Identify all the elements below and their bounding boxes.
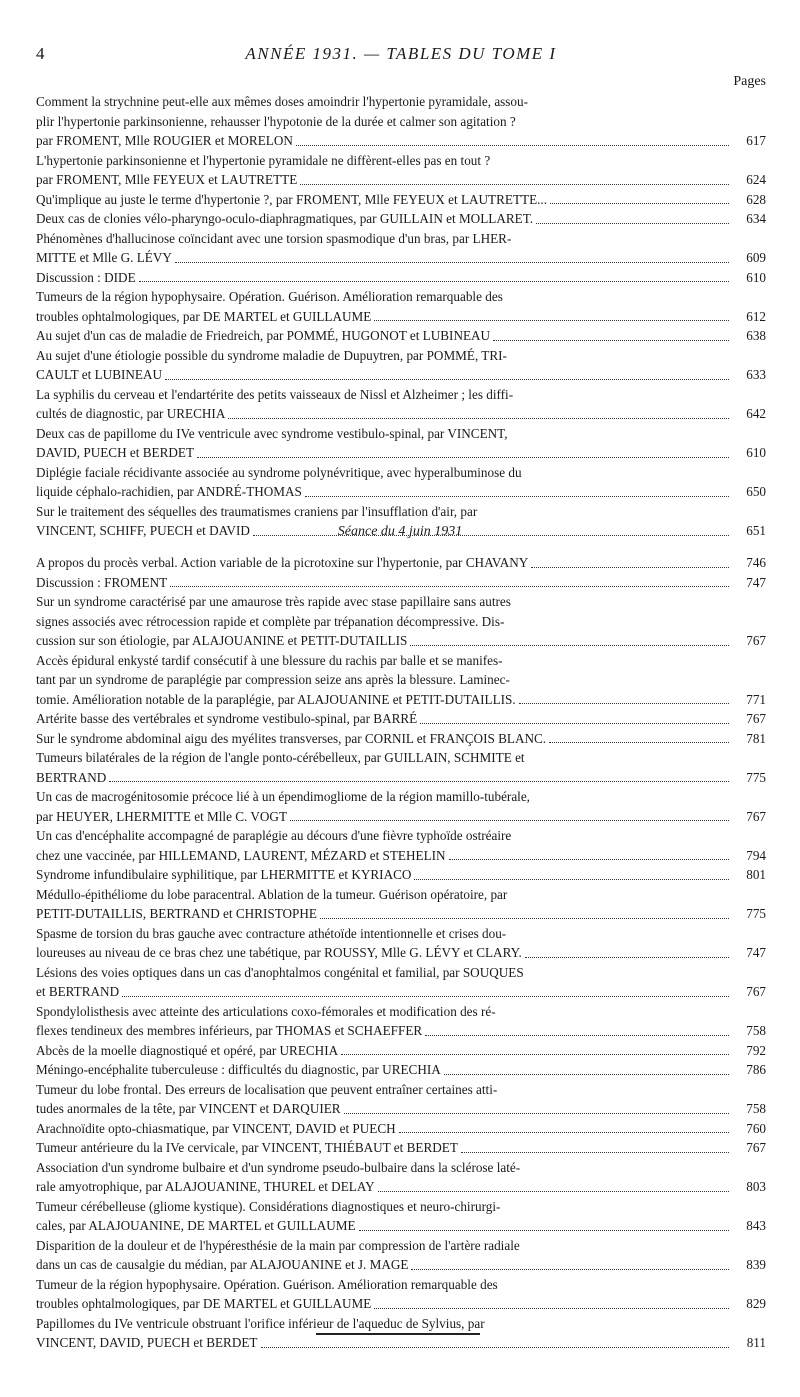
index-entry: [36, 190, 766, 210]
index-entries-part2: [36, 553, 766, 1353]
entry-last-line: [36, 690, 766, 710]
leader-dots: [175, 262, 729, 263]
entry-text-line: et BERTRAND: [36, 984, 120, 999]
entry-page-number: 758: [746, 1023, 766, 1038]
entry-last-line: [36, 248, 766, 268]
entry-last-line: [36, 1333, 766, 1353]
index-entry: [36, 1275, 766, 1314]
leader-dots: [410, 645, 729, 646]
index-entry: [36, 1060, 766, 1080]
leader-dots: [550, 203, 729, 204]
entry-text-line: Tumeur du lobe frontal. Des erreurs de localisation que peuvent entraîner certaines atti-: [36, 1081, 498, 1097]
entry-last-line: [36, 573, 766, 593]
index-entry: [36, 1080, 766, 1119]
entry-last-line: [36, 443, 766, 463]
entry-last-line: [36, 846, 766, 866]
entry-text-line: Discussion : DIDE: [36, 269, 136, 285]
entry-page-number: 624: [746, 172, 766, 187]
entry-text-line: VINCENT, SCHIFF, PUECH et DAVID: [36, 523, 250, 538]
entry-text-line: Sur un syndrome caractérisé par une amaurose très rapide avec stase papillaire sans autres: [36, 594, 511, 609]
index-entries-part1: [36, 92, 766, 541]
entry-text-line: Au sujet d'un cas de maladie de Friedreich, par POMMÉ, HUGONOT et LUBINEAU: [36, 328, 491, 343]
leader-dots: [536, 223, 729, 224]
entry-last-line: [36, 1138, 766, 1158]
entry-last-line: [36, 709, 766, 729]
entry-text-line: Tumeur cérébelleuse (gliome kystique). Considérations diagnostiques et neuro-chirurgi-: [36, 1198, 501, 1214]
entry-page-number: 775: [746, 769, 766, 785]
entry-last-line: [36, 1099, 766, 1119]
entry-text-line: Sur le syndrome abdominal aigu des myélites transverses, par CORNIL et FRANÇOIS BLANC.: [36, 730, 547, 746]
entry-page-number: 642: [746, 406, 766, 421]
leader-dots: [290, 820, 729, 821]
entry-page-number: 651: [746, 523, 766, 538]
entry-page-number: 771: [746, 691, 766, 707]
page-number: 4: [36, 44, 45, 63]
entry-text-line: liquide céphalo-rachidien, par ANDRÉ-THOMAS: [36, 484, 302, 499]
entry-last-line: [36, 404, 766, 424]
entry-text-line: dans un cas de causalgie du médian, par ALAJOUANINE et J. MAGE: [36, 1257, 409, 1272]
entry-text-line: Tumeur de la région hypophysaire. Opération. Guérison. Amélioration remarquable des: [36, 1276, 498, 1292]
entry-text-line: Tumeurs de la région hypophysaire. Opération. Guérison. Amélioration remarquable des: [36, 289, 503, 304]
entry-text-line: cales, par ALAJOUANINE, DE MARTEL et GUILLAUME: [36, 1218, 356, 1233]
entry-text-line: MITTE et Mlle G. LÉVY: [36, 250, 172, 265]
entry-page-number: 786: [746, 1062, 766, 1077]
entry-last-line: [36, 807, 766, 827]
leader-dots: [525, 957, 729, 958]
entry-page-number: 610: [746, 269, 766, 285]
leader-dots: [300, 184, 729, 185]
leader-dots: [519, 703, 729, 704]
entry-text-line: Un cas d'encéphalite accompagné de paraplégie au décours d'une fièvre typhoïde ostréaire: [36, 828, 512, 843]
leader-dots: [341, 1054, 729, 1055]
entry-page-number: 803: [746, 1179, 766, 1194]
leader-dots: [399, 1132, 729, 1133]
entry-page-number: 781: [746, 730, 766, 746]
entry-text-line: Spondylolisthesis avec atteinte des articulations coxo-fémorales et modification des ré-: [36, 1003, 496, 1019]
entry-text-line: Médullo-épithéliome du lobe paracentral. Ablation de la tumeur. Guérison opératoire, par: [36, 886, 508, 902]
entry-last-line: [36, 729, 766, 749]
entry-text-line: Deux cas de clonies vélo-pharyngo-oculo-diaphragmatiques, par GUILLAIN et MOLLARET.: [36, 211, 534, 226]
index-entry: [36, 924, 766, 963]
index-entry: [36, 268, 766, 288]
leader-dots: [165, 379, 729, 380]
leader-dots: [449, 859, 729, 860]
entry-page-number: 767: [746, 711, 766, 726]
running-title: ANNÉE 1931. — TABLES DU TOME I: [245, 44, 557, 63]
leader-dots: [344, 1113, 729, 1114]
index-entry: [36, 1041, 766, 1061]
leader-dots: [414, 879, 729, 880]
entry-page-number: 633: [746, 367, 766, 382]
leader-dots: [197, 457, 729, 458]
entry-last-line: [36, 943, 766, 963]
page-header: [36, 44, 766, 68]
entry-page-number: 794: [746, 847, 766, 863]
entry-page-number: 767: [746, 984, 766, 999]
entry-text-line: cultés de diagnostic, par URECHIA: [36, 406, 226, 421]
entry-last-line: [36, 553, 766, 573]
entry-page-number: 650: [746, 484, 766, 499]
index-entry: [36, 826, 766, 865]
index-entry: [36, 787, 766, 826]
entry-text-line: Lésions des voies optiques dans un cas d'anophtalmos congénital et familial, par SOUQUES: [36, 964, 524, 980]
entry-text-line: tudes anormales de la tête, par VINCENT et DARQUIER: [36, 1101, 341, 1116]
entry-text-line: troubles ophtalmologiques, par DE MARTEL et GUILLAUME: [36, 1296, 372, 1311]
entry-page-number: 767: [746, 808, 766, 824]
entry-text-line: L'hypertonie parkinsonienne et l'hypertonie pyramidale ne diffèrent-elles pas en tout ?: [36, 152, 491, 168]
entry-last-line: [36, 1060, 766, 1080]
index-entry: [36, 1197, 766, 1236]
entry-last-line: [36, 1177, 766, 1197]
index-entry: [36, 424, 766, 463]
index-entry: [36, 287, 766, 326]
leader-dots: [296, 145, 729, 146]
leader-dots: [461, 1152, 729, 1153]
entry-last-line: [36, 307, 766, 327]
leader-dots: [444, 1074, 729, 1075]
entry-text-line: Tumeur antérieure du la IVe cervicale, par VINCENT, THIÉBAUT et BERDET: [36, 1140, 458, 1155]
entry-page-number: 634: [746, 211, 766, 226]
entry-page-number: 843: [746, 1218, 766, 1233]
index-entry: [36, 748, 766, 787]
entry-page-number: 811: [746, 1335, 766, 1350]
index-entry: [36, 865, 766, 885]
entry-page-number: 628: [746, 191, 766, 207]
entry-last-line: [36, 268, 766, 288]
entry-text-line: Papillomes du IVe ventricule obstruant l'orifice inférieur de l'aqueduc de Sylvius, par: [36, 1315, 485, 1331]
entry-page-number: 612: [746, 308, 766, 324]
leader-dots: [374, 1308, 729, 1309]
entry-text-line: Spasme de torsion du bras gauche avec contracture athétoïde intentionnelle et crises dou-: [36, 925, 507, 941]
index-entry: [36, 209, 766, 229]
entry-page-number: 609: [746, 250, 766, 265]
index-entry: [36, 729, 766, 749]
leader-dots: [320, 918, 729, 919]
index-entry: [36, 592, 766, 651]
index-entry: [36, 1002, 766, 1041]
entry-last-line: [36, 768, 766, 788]
entry-text-line: loureuses au niveau de ce bras chez une tabétique, par ROUSSY, Mlle G. LÉVY et CLARY.: [36, 945, 522, 960]
entry-page-number: 829: [746, 1296, 766, 1311]
entry-last-line: [36, 131, 766, 151]
index-entry: [36, 1158, 766, 1197]
entry-text-line: flexes tendineux des membres inférieurs, par THOMAS et SCHAEFFER: [36, 1023, 423, 1038]
entry-text-line: tant par un syndrome de paraplégie par compression seize ans après la blessure. Laminec-: [36, 672, 510, 687]
entry-text-line: par HEUYER, LHERMITTE et Mlle C. VOGT: [36, 808, 288, 824]
leader-dots: [122, 996, 729, 997]
entry-text-line: par FROMENT, Mlle ROUGIER et MORELON: [36, 133, 293, 148]
entry-text-line: par FROMENT, Mlle FEYEUX et LAUTRETTE: [36, 172, 298, 187]
leader-dots: [374, 320, 729, 321]
entry-text-line: Arachnoïdite opto-chiasmatique, par VINCENT, DAVID et PUECH: [36, 1120, 396, 1136]
entry-page-number: 747: [746, 574, 766, 590]
index-entry: [36, 651, 766, 710]
entry-text-line: Un cas de macrogénitosomie précoce lié à un épendimogliome de la région mamillo-tubérale,: [36, 789, 530, 804]
entry-page-number: 617: [746, 133, 766, 148]
entry-last-line: [36, 1255, 766, 1275]
leader-dots: [109, 781, 729, 782]
index-entry: [36, 1236, 766, 1275]
entry-text-line: Phénomènes d'hallucinose coïncidant avec une torsion spasmodique d'un bras, par LHER-: [36, 230, 512, 246]
entry-last-line: [36, 1021, 766, 1041]
end-rule: [316, 1333, 480, 1335]
entry-text-line: PETIT-DUTAILLIS, BERTRAND et CHRISTOPHE: [36, 906, 317, 921]
index-entry: [36, 963, 766, 1002]
index-entry: [36, 385, 766, 424]
index-entry: [36, 326, 766, 346]
entry-last-line: [36, 326, 766, 346]
entry-page-number: 746: [746, 555, 766, 570]
entry-text-line: plir l'hypertonie parkinsonienne, rehausser l'hypotonie de la durée et calmer son agitation ?: [36, 113, 516, 129]
leader-dots: [425, 1035, 729, 1036]
entry-text-line: Diplégie faciale récidivante associée au syndrome polynévritique, avec hyperalbuminose du: [36, 464, 522, 480]
index-entry: [36, 573, 766, 593]
entry-text-line: CAULT et LUBINEAU: [36, 367, 163, 382]
entry-text-line: signes associés avec rétrocession rapide et complète par trépanation décompressive. Dis-: [36, 613, 505, 629]
entry-last-line: [36, 982, 766, 1002]
entry-text-line: chez une vaccinée, par HILLEMAND, LAURENT, MÉZARD et STEHELIN: [36, 847, 446, 863]
entry-text-line: Tumeurs bilatérales de la région de l'angle ponto-cérébelleux, par GUILLAIN, SCHMITE et: [36, 750, 525, 765]
pages-column-heading: Pages: [733, 74, 766, 89]
entry-text-line: Au sujet d'une étiologie possible du syndrome maladie de Dupuytren, par POMMÉ, TRI-: [36, 347, 507, 363]
entry-page-number: 767: [746, 1140, 766, 1155]
entry-text-line: A propos du procès verbal. Action variable de la picrotoxine sur l'hypertonie, par CHAVANY: [36, 555, 529, 570]
index-entry: [36, 92, 766, 151]
leader-dots: [139, 281, 729, 282]
entry-text-line: DAVID, PUECH et BERDET: [36, 445, 195, 460]
entry-text-line: BERTRAND: [36, 769, 107, 785]
entry-last-line: [36, 1216, 766, 1236]
leader-dots: [493, 340, 729, 341]
index-entry: [36, 885, 766, 924]
entry-text-line: Méningo-encéphalite tuberculeuse : difficultés du diagnostic, par URECHIA: [36, 1062, 441, 1077]
index-entry: [36, 229, 766, 268]
entry-last-line: [36, 1041, 766, 1061]
entry-text-line: Artérite basse des vertébrales et syndrome vestibulo-spinal, par BARRÉ: [36, 711, 418, 726]
entry-text-line: Discussion : FROMENT: [36, 574, 168, 590]
index-entry: [36, 709, 766, 729]
entry-text-line: troubles ophtalmologiques, par DE MARTEL et GUILLAUME: [36, 308, 372, 324]
entry-text-line: Association d'un syndrome bulbaire et d'un syndrome pseudo-bulbaire dans la sclérose laté-: [36, 1159, 521, 1175]
entry-text-line: Comment la strychnine peut-elle aux mêmes doses amoindrir l'hypertonie pyramidale, assou-: [36, 94, 529, 109]
entry-page-number: 792: [746, 1042, 766, 1058]
entry-last-line: [36, 904, 766, 924]
leader-dots: [420, 723, 729, 724]
leader-dots: [531, 567, 729, 568]
entry-text-line: Syndrome infundibulaire syphilitique, par LHERMITTE et KYRIACO: [36, 867, 412, 882]
entry-page-number: 758: [746, 1101, 766, 1116]
entry-page-number: 638: [746, 328, 766, 343]
leader-dots: [261, 1347, 730, 1348]
entry-text-line: VINCENT, DAVID, PUECH et BERDET: [36, 1335, 258, 1350]
leader-dots: [305, 496, 729, 497]
entry-text-line: Abcès de la moelle diagnostiqué et opéré, par URECHIA: [36, 1042, 339, 1058]
entry-last-line: [36, 865, 766, 885]
entry-page-number: 747: [746, 945, 766, 960]
entry-text-line: Accès épidural enkysté tardif consécutif à une blessure du rachis par balle et se manifes-: [36, 652, 503, 668]
entry-text-line: La syphilis du cerveau et l'endartérite des petits vaisseaux de Nissl et Alzheimer ; les diffi-: [36, 386, 514, 402]
entry-text-line: Qu'implique au juste le terme d'hypertonie ?, par FROMENT, Mlle FEYEUX et LAUTRETTE...: [36, 191, 548, 207]
entry-last-line: [36, 631, 766, 651]
entry-text-line: Deux cas de papillome du IVe ventricule avec syndrome vestibulo-spinal, par VINCENT,: [36, 425, 508, 441]
entry-page-number: 767: [746, 633, 766, 648]
entry-text-line: Sur le traitement des séquelles des traumatismes craniens par l'insufflation d'air, par: [36, 503, 478, 519]
index-entry: [36, 1119, 766, 1139]
entry-last-line: [36, 190, 766, 210]
entry-page-number: 775: [746, 906, 766, 921]
leader-dots: [170, 586, 729, 587]
sitting-title: Séance du 4 juin 1931: [337, 524, 463, 539]
leader-dots: [228, 418, 729, 419]
entry-page-number: 760: [746, 1120, 766, 1136]
entry-last-line: [36, 1119, 766, 1139]
leader-dots: [378, 1191, 729, 1192]
index-entry: [36, 151, 766, 190]
entry-last-line: [36, 482, 766, 502]
entry-page-number: 610: [746, 445, 766, 460]
index-entry: [36, 463, 766, 502]
entry-last-line: [36, 209, 766, 229]
entry-last-line: [36, 1294, 766, 1314]
leader-dots: [549, 742, 729, 743]
entry-last-line: [36, 170, 766, 190]
index-entry: [36, 346, 766, 385]
entry-text-line: Disparition de la douleur et de l'hypéresthésie de la main par compression de l'artère radiale: [36, 1237, 520, 1253]
entry-page-number: 801: [746, 867, 766, 882]
index-entry: [36, 1138, 766, 1158]
entry-text-line: cussion sur son étiologie, par ALAJOUANINE et PETIT-DUTAILLIS: [36, 633, 408, 648]
index-entry: [36, 553, 766, 573]
entry-page-number: 839: [746, 1257, 766, 1272]
entry-last-line: [36, 365, 766, 385]
leader-dots: [411, 1269, 729, 1270]
leader-dots: [359, 1230, 729, 1231]
entry-text-line: tomie. Amélioration notable de la paraplégie, par ALAJOUANINE et PETIT-DUTAILLIS.: [36, 691, 516, 707]
entry-text-line: rale amyotrophique, par ALAJOUANINE, THUREL et DELAY: [36, 1179, 375, 1194]
